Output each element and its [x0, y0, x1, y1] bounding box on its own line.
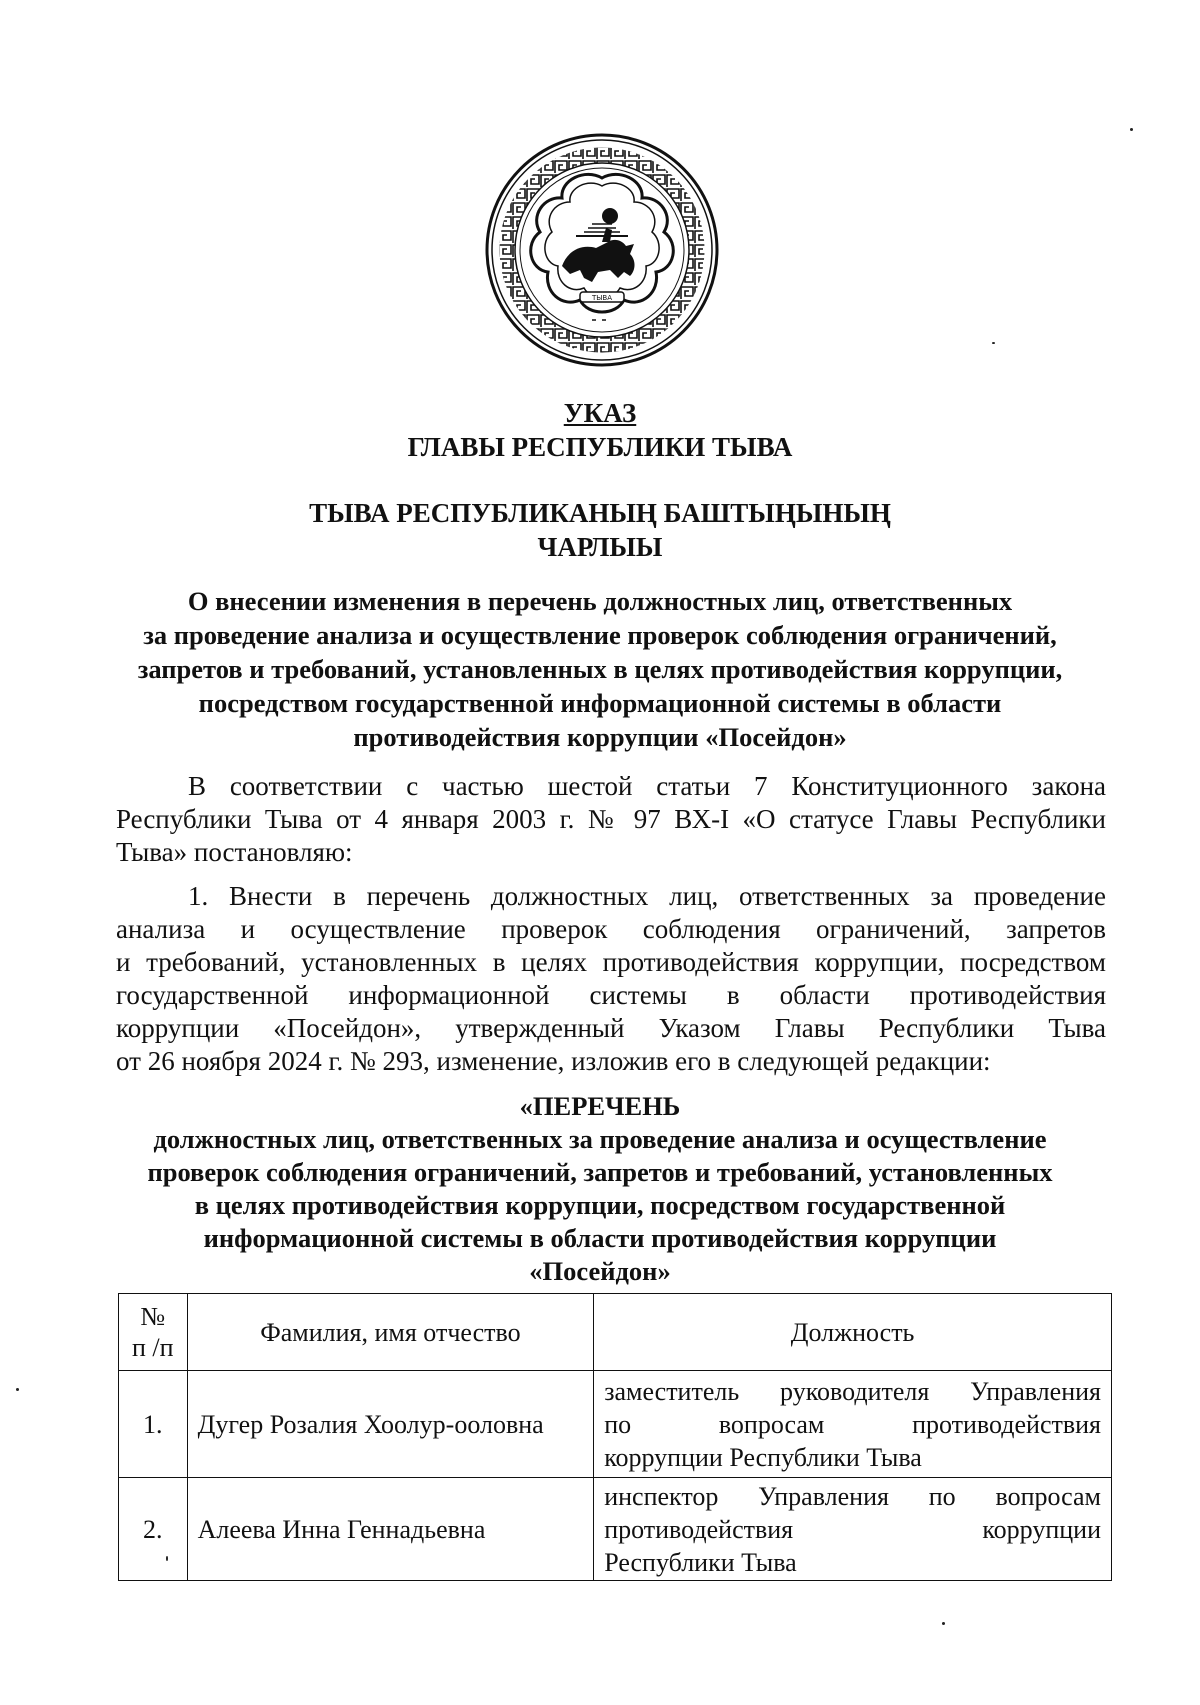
title-issuer: ГЛАВЫ РЕСПУБЛИКИ ТЫВА — [407, 432, 793, 462]
subject-line: посредством государственной информационной системы в области — [198, 688, 1002, 718]
subject-line: запретов и требований, установленных в целях противодействия коррупции, — [137, 654, 1063, 684]
row-number: 1. — [119, 1371, 188, 1478]
row-position — [594, 1478, 1112, 1581]
header-number-sign: № — [140, 1302, 166, 1331]
list-title-line: «ПЕРЕЧЕНЬ — [519, 1091, 681, 1121]
title-tyvan-line1: ТЫВА РЕСПУБЛИКАНЫҢ БАШТЫҢЫНЫҢ — [309, 498, 891, 528]
scan-speck — [166, 1556, 168, 1561]
position-line: заместитель руководителя Управления — [604, 1376, 1101, 1406]
scan-speck — [942, 1622, 945, 1625]
title-tyvan-line2: ЧАРЛЫЫ — [537, 532, 663, 562]
row-name: Алеева Инна Геннадьевна — [187, 1478, 594, 1581]
table-row — [119, 1371, 1112, 1478]
paragraph-line: от 26 ноября 2024 г. № 293, изменение, изложив его в следующей редакции: — [116, 1046, 991, 1076]
list-title-line: проверок соблюдения ограничений, запретов и требований, установленных — [147, 1157, 1053, 1187]
list-title — [100, 1090, 1100, 1288]
row-name: Дугер Розалия Хоолур-ооловна — [187, 1371, 594, 1478]
paragraph-line: В соответствии с частью шестой статьи 7 Конституционного закона — [188, 771, 1106, 801]
header-name: Фамилия, имя отчество — [187, 1294, 594, 1371]
position-line: инспектор Управления по вопросам — [604, 1481, 1101, 1511]
row-position — [594, 1371, 1112, 1478]
officials-table — [118, 1293, 1112, 1581]
document-title-tyvan — [100, 496, 1100, 564]
table-header-row — [119, 1294, 1112, 1371]
list-title-line: должностных лиц, ответственных за проведение анализа и осуществление — [153, 1124, 1047, 1154]
title-ukaz: УКАЗ — [563, 398, 637, 428]
header-position: Должность — [594, 1294, 1112, 1371]
coat-of-arms-emblem — [484, 132, 720, 368]
paragraph-line: Республики Тыва от 4 января 2003 г. № 97 ВХ-I «О статусе Главы Республики — [116, 804, 1106, 834]
paragraph-line: 1. Внести в перечень должностных лиц, ответственных за проведение — [188, 881, 1106, 911]
header-number-pp: п /п — [132, 1333, 174, 1362]
paragraph-line: анализа и осуществление проверок соблюдения ограничений, запретов — [116, 914, 1106, 944]
paragraph-line: и требований, установленных в целях противодействия коррупции, посредством — [116, 947, 1106, 977]
position-line: Республики Тыва — [604, 1547, 797, 1577]
scan-speck — [16, 1388, 19, 1391]
scan-speck — [1130, 128, 1133, 131]
subject-line: противодействия коррупции «Посейдон» — [353, 722, 847, 752]
list-title-line: «Посейдон» — [529, 1256, 671, 1286]
paragraph-line: коррупции «Посейдон», утвержденный Указом Главы Республики Тыва — [116, 1013, 1106, 1043]
scan-speck — [992, 342, 995, 344]
subject-line: за проведение анализа и осуществление проверок соблюдения ограничений, — [143, 620, 1057, 650]
table-row — [119, 1478, 1112, 1581]
position-line: по вопросам противодействия — [604, 1409, 1101, 1439]
header-number — [119, 1294, 188, 1371]
emblem-inscription: ТЫВА — [591, 294, 613, 302]
document-subject — [100, 584, 1100, 754]
paragraph-line: Тыва» постановляю: — [116, 837, 353, 867]
subject-line: О внесении изменения в перечень должностных лиц, ответственных — [187, 586, 1013, 616]
item-1-paragraph — [116, 880, 1106, 1078]
position-line: коррупции Республики Тыва — [604, 1442, 922, 1472]
document-title — [100, 396, 1100, 464]
position-line: противодействия коррупции — [604, 1514, 1101, 1544]
paragraph-line: государственной информационной системы в области противодействия — [116, 980, 1106, 1010]
preamble-paragraph — [116, 770, 1106, 869]
list-title-line: информационной системы в области противодействия коррупции — [203, 1223, 997, 1253]
list-title-line: в целях противодействия коррупции, посредством государственной — [194, 1190, 1006, 1220]
row-number: 2. — [119, 1478, 188, 1581]
